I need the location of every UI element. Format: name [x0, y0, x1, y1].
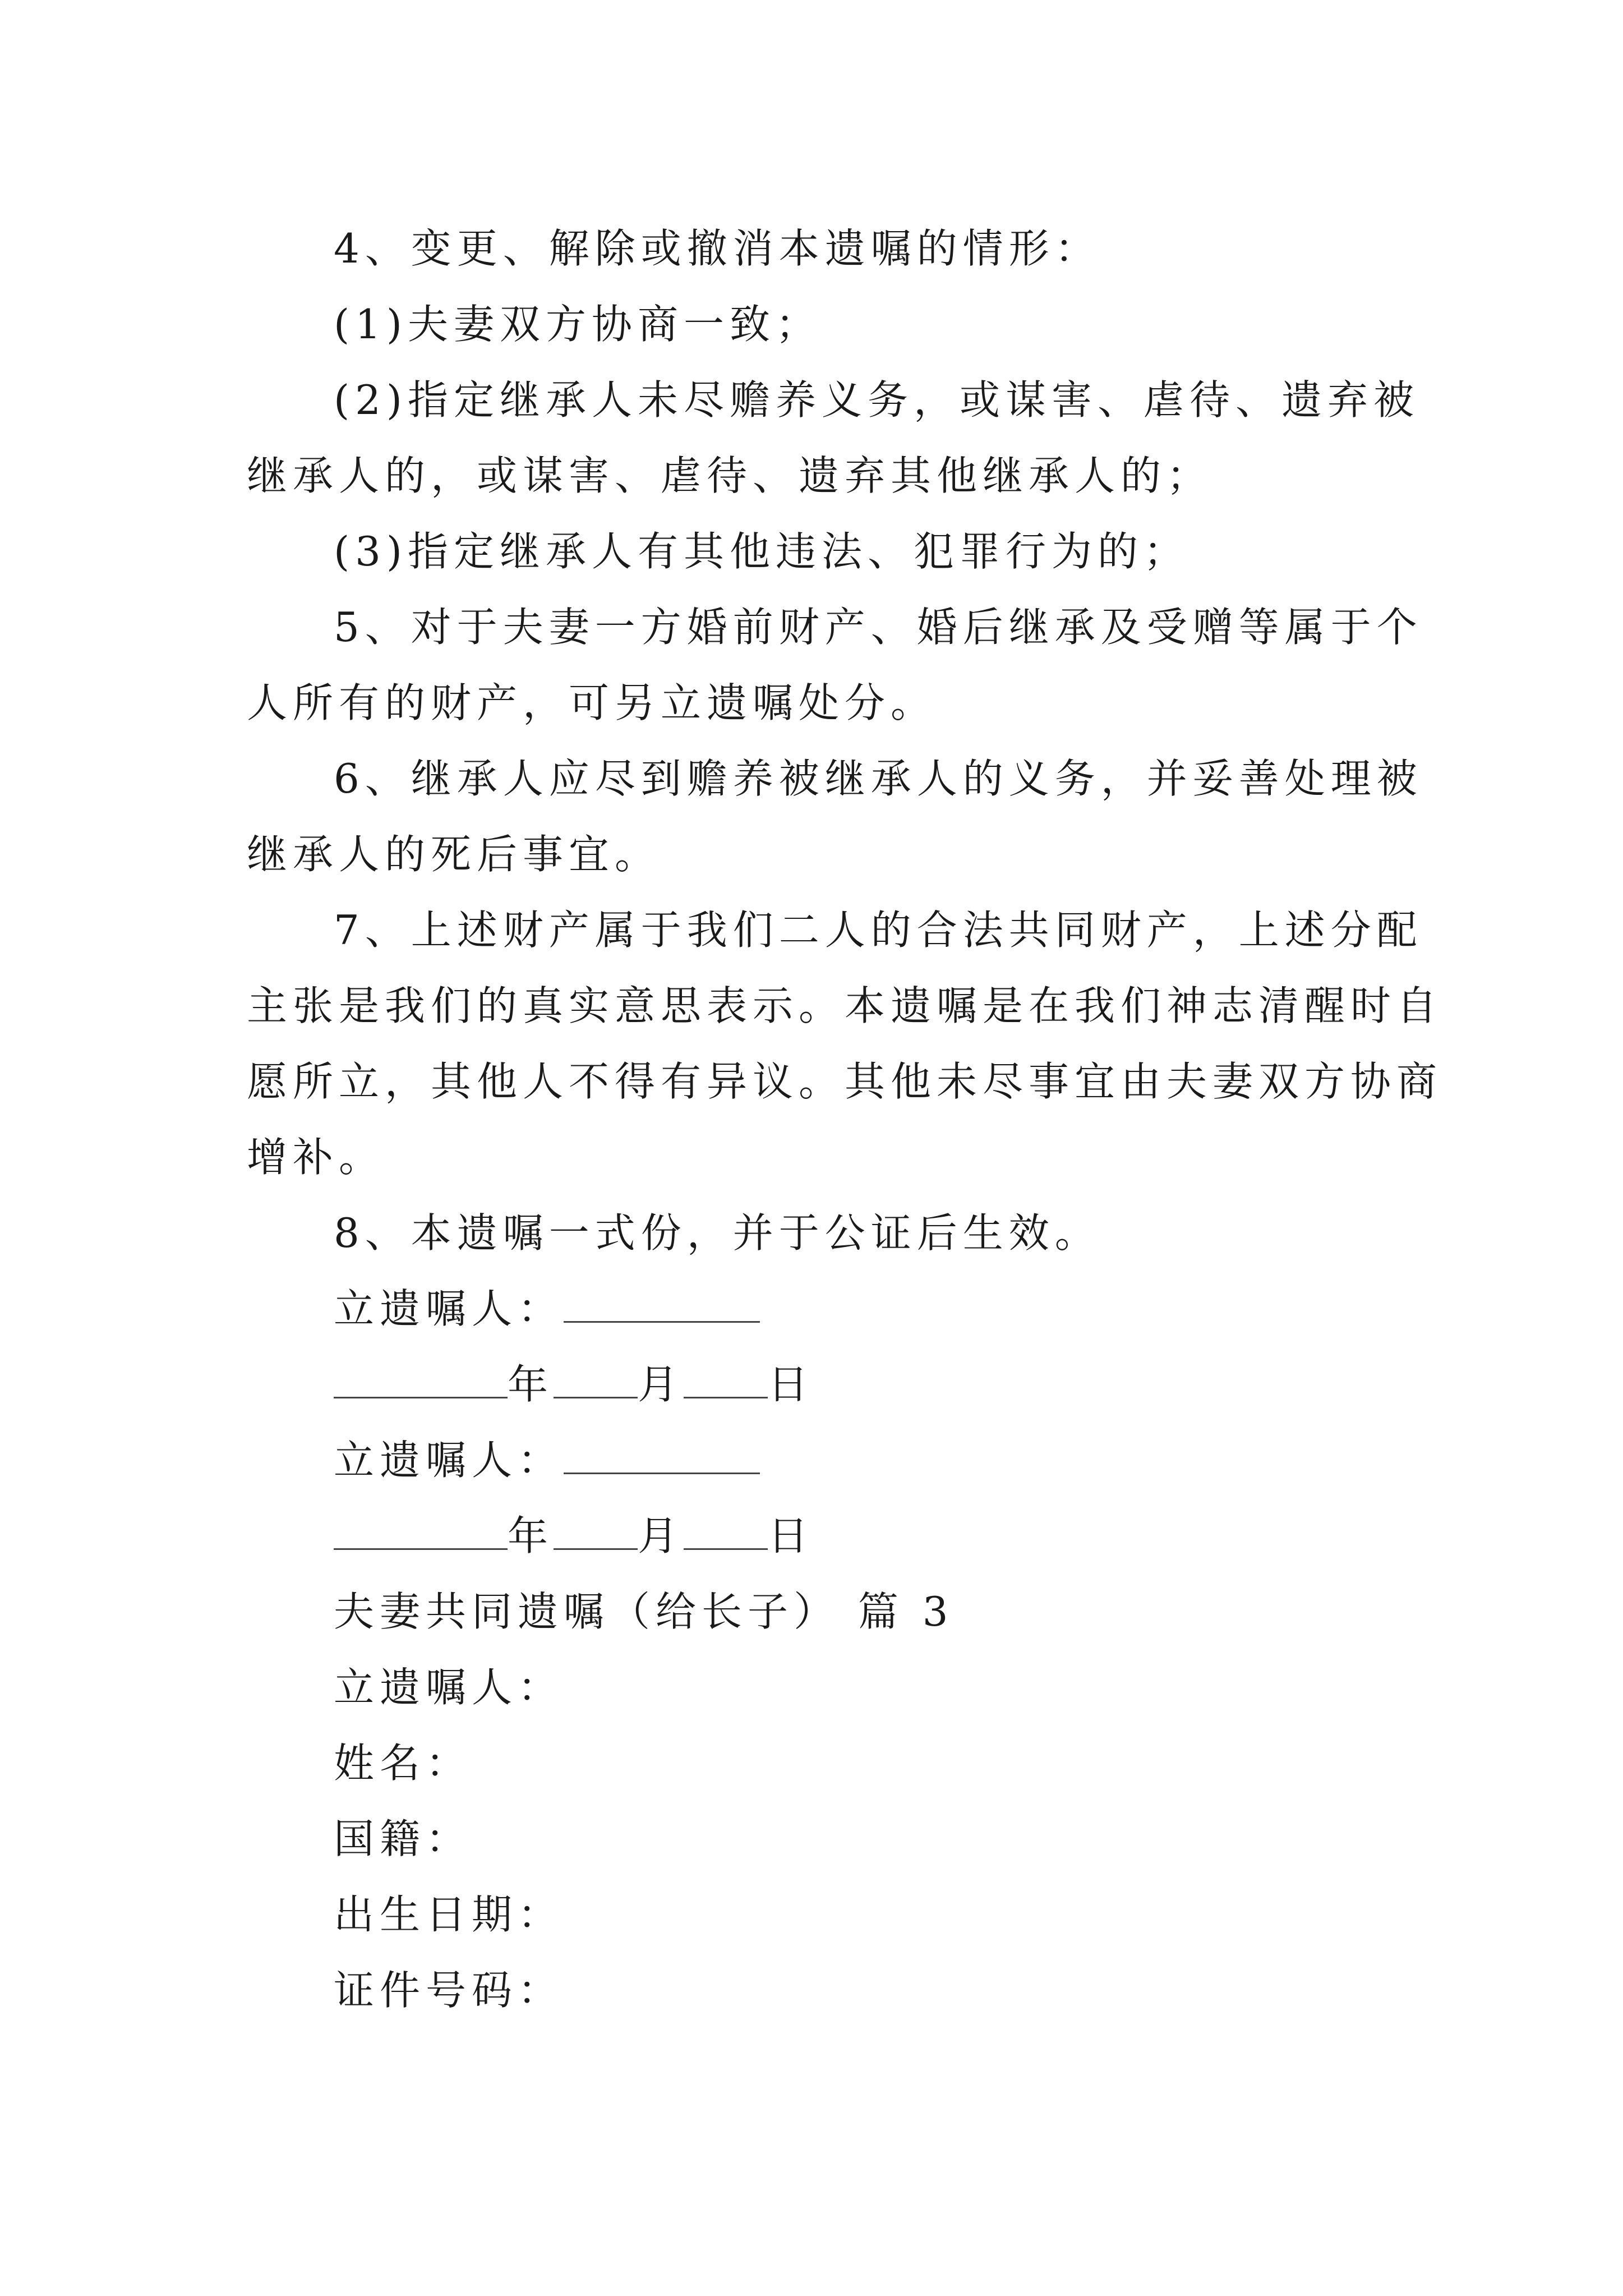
date-line-2: [334, 1509, 814, 1563]
month-label: 月: [638, 1512, 684, 1559]
year-label: 年: [508, 1361, 554, 1408]
clause-4-item-2-line-2: 继承人的，或谋害、虐待、遗弃其他继承人的；: [247, 452, 1213, 499]
clause-8: 8、本遗嘱一式份，并于公证后生效。: [334, 1209, 1101, 1257]
field-nationality: 国籍：: [334, 1815, 472, 1862]
day-label: 日: [768, 1361, 814, 1408]
day-blank: [684, 1362, 768, 1398]
month-blank: [554, 1513, 638, 1550]
year-blank: [334, 1513, 508, 1550]
field-testator: 立遗嘱人：: [334, 1664, 564, 1711]
field-name: 姓名：: [334, 1740, 472, 1787]
clause-5-line-1: 5、对于夫妻一方婚前财产、婚后继承及受赠等属于个: [334, 604, 1423, 651]
clause-7-line-4: 增补。: [247, 1134, 385, 1181]
signature-blank: [564, 1438, 760, 1474]
clause-6-line-2: 继承人的死后事宜。: [247, 831, 661, 878]
signature-label: 立遗嘱人：: [334, 1285, 564, 1332]
year-label: 年: [508, 1512, 554, 1559]
month-label: 月: [638, 1361, 684, 1408]
clause-6-line-1: 6、继承人应尽到赡养被继承人的义务，并妥善处理被: [334, 755, 1423, 802]
year-blank: [334, 1362, 508, 1398]
month-blank: [554, 1362, 638, 1398]
clause-4-item-2-line-1: (2)指定继承人未尽赡养义务，或谋害、虐待、遗弃被: [334, 376, 1419, 424]
signature-label: 立遗嘱人：: [334, 1437, 564, 1484]
clause-7-line-2: 主张是我们的真实意思表示。本遗嘱是在我们神志清醒时自: [247, 982, 1443, 1029]
clause-5-line-2: 人所有的财产，可另立遗嘱处分。: [247, 679, 937, 726]
field-id-number: 证件号码：: [334, 1967, 564, 2014]
date-line-1: [334, 1358, 814, 1411]
clause-7-line-3: 愿所立，其他人不得有异议。其他未尽事宜由夫妻双方协商: [247, 1058, 1443, 1105]
clause-4-item-3: (3)指定继承人有其他违法、犯罪行为的；: [334, 528, 1189, 575]
field-birth-date: 出生日期：: [334, 1891, 564, 1938]
section-title: 夫妻共同遗嘱（给长子） 篇 3: [334, 1588, 954, 1635]
signature-line-1: [334, 1282, 760, 1336]
clause-4-heading: 4、变更、解除或撤消本遗嘱的情形：: [334, 225, 1101, 272]
clause-4-item-1: (1)夫妻双方协商一致；: [334, 301, 822, 348]
day-blank: [684, 1513, 768, 1550]
day-label: 日: [768, 1512, 814, 1559]
signature-blank: [564, 1286, 760, 1323]
clause-7-line-1: 7、上述财产属于我们二人的合法共同财产，上述分配: [334, 907, 1423, 954]
signature-line-2: [334, 1433, 760, 1487]
